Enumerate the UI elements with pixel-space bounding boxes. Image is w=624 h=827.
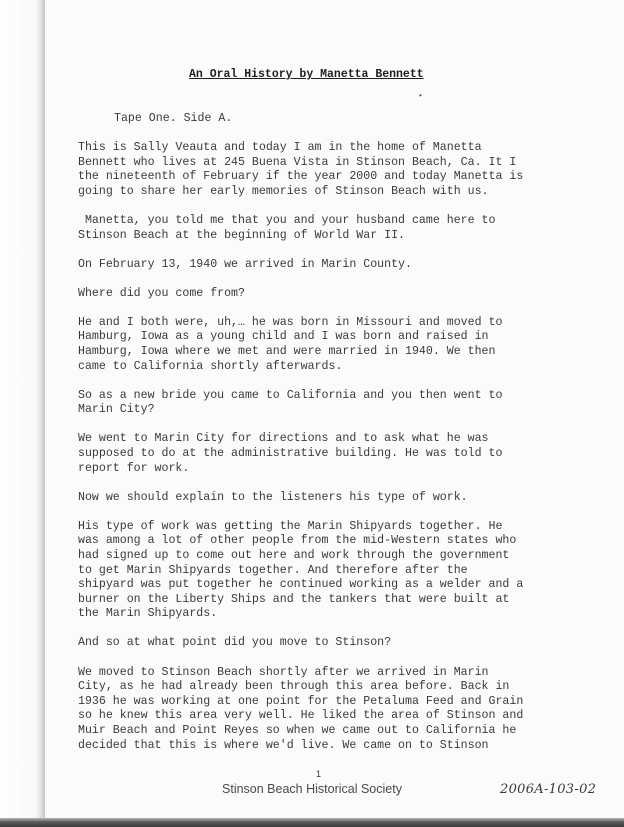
page-number: 1 — [316, 769, 322, 779]
paragraph: Tape One. Side A. — [114, 112, 233, 125]
paragraph: Manetta, you told me that you and your husband came here to Stinson Beach at the beginning of World War II. — [78, 213, 496, 242]
document-body — [78, 112, 570, 768]
footer-society-name: Stinson Beach Historical Society — [222, 782, 402, 796]
paragraph: He and I both were, uh,… he was born in Missouri and moved to Hamburg, Iowa as a young child and I was born and raised in Hamburg, Iowa where we met and were married in 1940. We then came to California shortly afterwards. — [78, 315, 503, 373]
paragraph: Now we should explain to the listeners his type of work. — [78, 490, 468, 504]
document-title: An Oral History by Manetta Bennett — [189, 68, 424, 81]
paragraph: So as a new bride you came to California and you then went to Marin City? — [78, 388, 503, 417]
paragraph: We went to Marin City for directions and to ask what he was supposed to do at the administrative building. He was told to report for work. — [78, 432, 503, 475]
catalog-number: 2006A-103-02 — [500, 782, 597, 797]
scan-speck: • — [418, 92, 423, 101]
paragraph: We moved to Stinson Beach shortly after we arrived in Marin City, as he had already been through this area before. Back in 1936 he was working at one point for the Petaluma Feed and Grain so he knew this area very well. He liked the area of Stinson and Muir Beach and Point Reyes so when we came out to California he decided that this is where we'd live. We came on to Stinson — [78, 665, 524, 752]
scan-bottom-edge — [0, 818, 624, 827]
scan-left-margin — [0, 0, 44, 827]
paragraph: Where did you come from? — [78, 286, 245, 300]
paragraph: And so at what point did you move to Stinson? — [78, 636, 392, 650]
paragraph: On February 13, 1940 we arrived in Marin County. — [78, 257, 412, 271]
paragraph: This is Sally Veauta and today I am in the home of Manetta Bennett who lives at 245 Buena Vista in Stinson Beach, Ca. It I the nineteenth of February if the year 2000 and today Manetta is going to share her early memories of Stinson Beach with us. — [78, 141, 524, 198]
paragraph: His type of work was getting the Marin Shipyards together. He was among a lot of other people from the mid-Western states who had signed up to come out here and work through the government to get Marin Shipyards together. And therefore after the shipyard was put together he continued working as a welder and a burner on the Liberty Ships and the tankers that were built at the Marin Shipyards. — [78, 519, 524, 621]
